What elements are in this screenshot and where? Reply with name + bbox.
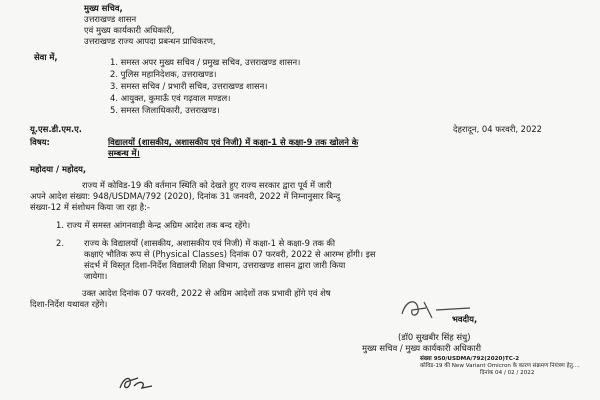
recipient-item: 1. समस्त अपर मुख्य सचिव / प्रमुख सचिव, उत्तराखण्ड शासन। xyxy=(110,57,301,67)
sender-line-1: मुख्य सचिव, xyxy=(84,3,123,13)
footer-ref-line-3: दिनांक 04 / 02 / 2022 xyxy=(480,370,535,376)
subject-line-2: सम्बन्ध में। xyxy=(108,148,140,158)
salutation: महोदया / महोदय, xyxy=(30,164,87,174)
signature-mark xyxy=(396,296,476,322)
para1-line-3: संख्या-12 में संशोधन किया जा रहा है:- xyxy=(30,202,150,212)
point-1: 1. राज्य में समस्त आंगनवाड़ी केन्द्र अग्रिम आदेश तक बन्द रहेंगे। xyxy=(56,220,251,230)
footer-reference xyxy=(420,356,590,377)
para1-line-2: अपने आदेश संख्या: 948/USDMA/792 (2020), दिनांक 31 जनवरी, 2022 में निम्नानुसार बिन्दु xyxy=(30,191,341,201)
initials-mark xyxy=(116,372,160,396)
para2-line-1: उक्त आदेश दिनांक 07 फरवरी, 2022 से अग्रिम आदेशों तक प्रभावी होंगे एवं शेष xyxy=(82,288,331,298)
point-2-line-4: जायेगा। xyxy=(84,271,108,281)
signer-title: मुख्य सचिव / मुख्य कार्यकारी अधिकारी xyxy=(362,343,482,353)
signer-name: (डॉ0 सुखबीर सिंह संधु) xyxy=(398,332,471,342)
point-2-line-2: कक्षाएं भौतिक रूप से (Physical Classes) दिनांक 07 फरवरी, 2022 से आरम्भ होंगी। इस xyxy=(84,249,376,259)
subject-line-1: विद्यालयों (शासकीय, अशासकीय एवं निजी) में कक्षा-1 से कक्षा-9 तक खोलने के xyxy=(108,137,359,147)
footer-ref-line-2: कोविड-19 की New Variant Omicron के कारण संक्रमण नियंत्रण हेतु.... xyxy=(420,363,580,369)
point-2-number: 2. xyxy=(56,238,64,248)
recipient-item: 5. समस्त जिलाधिकारी, उत्तराखण्ड। xyxy=(110,105,220,115)
recipient-item: 2. पुलिस महानिदेशक, उत्तराखण्ड। xyxy=(110,69,217,79)
footer-ref-line-1: संख्या 950/USDMA/792(2020)TC-2 xyxy=(420,356,520,362)
point-2-line-3: संदर्भ में विस्तृत दिशा-निर्देश विद्यालयी शिक्षा विभाग, उत्तराखण्ड शासन द्वारा जारी किया xyxy=(84,260,346,270)
para1-line-1: राज्य में कोविड-19 की वर्तमान स्थिति को देखते हुए राज्य सरकार द्वारा पूर्व में जारी xyxy=(82,180,332,190)
recipient-item: 3. समस्त सचिव / प्रभारी सचिव, उत्तराखण्ड शासन। xyxy=(110,81,268,91)
reference-code: यू.एस.डी.एम.ए. xyxy=(30,124,82,134)
para2-line-2: दिशा-निर्देश यथावत रहेंगे। xyxy=(30,299,108,309)
seva-label: सेवा में, xyxy=(34,52,58,62)
sender-line-4: उत्तराखण्ड राज्य आपदा प्रबन्धन प्राधिकरण, xyxy=(84,36,216,46)
place-date: देहरादून, 04 फरवरी, 2022 xyxy=(453,124,542,134)
sender-line-3: एवं मुख्य कार्यकारी अधिकारी, xyxy=(84,25,175,35)
subject-label: विषय: xyxy=(30,137,50,147)
recipient-item: 4. आयुक्त, कुमाऊँ एवं गढ़वाल मण्डल। xyxy=(110,93,231,103)
closing: भवदीय, xyxy=(452,314,478,324)
point-2-line-1: राज्य के विद्यालयों (शासकीय, अशासकीय एवं निजी) में कक्षा-1 से कक्षा-9 तक की xyxy=(84,238,336,248)
sender-line-2: उत्तराखण्ड शासन xyxy=(84,14,137,24)
